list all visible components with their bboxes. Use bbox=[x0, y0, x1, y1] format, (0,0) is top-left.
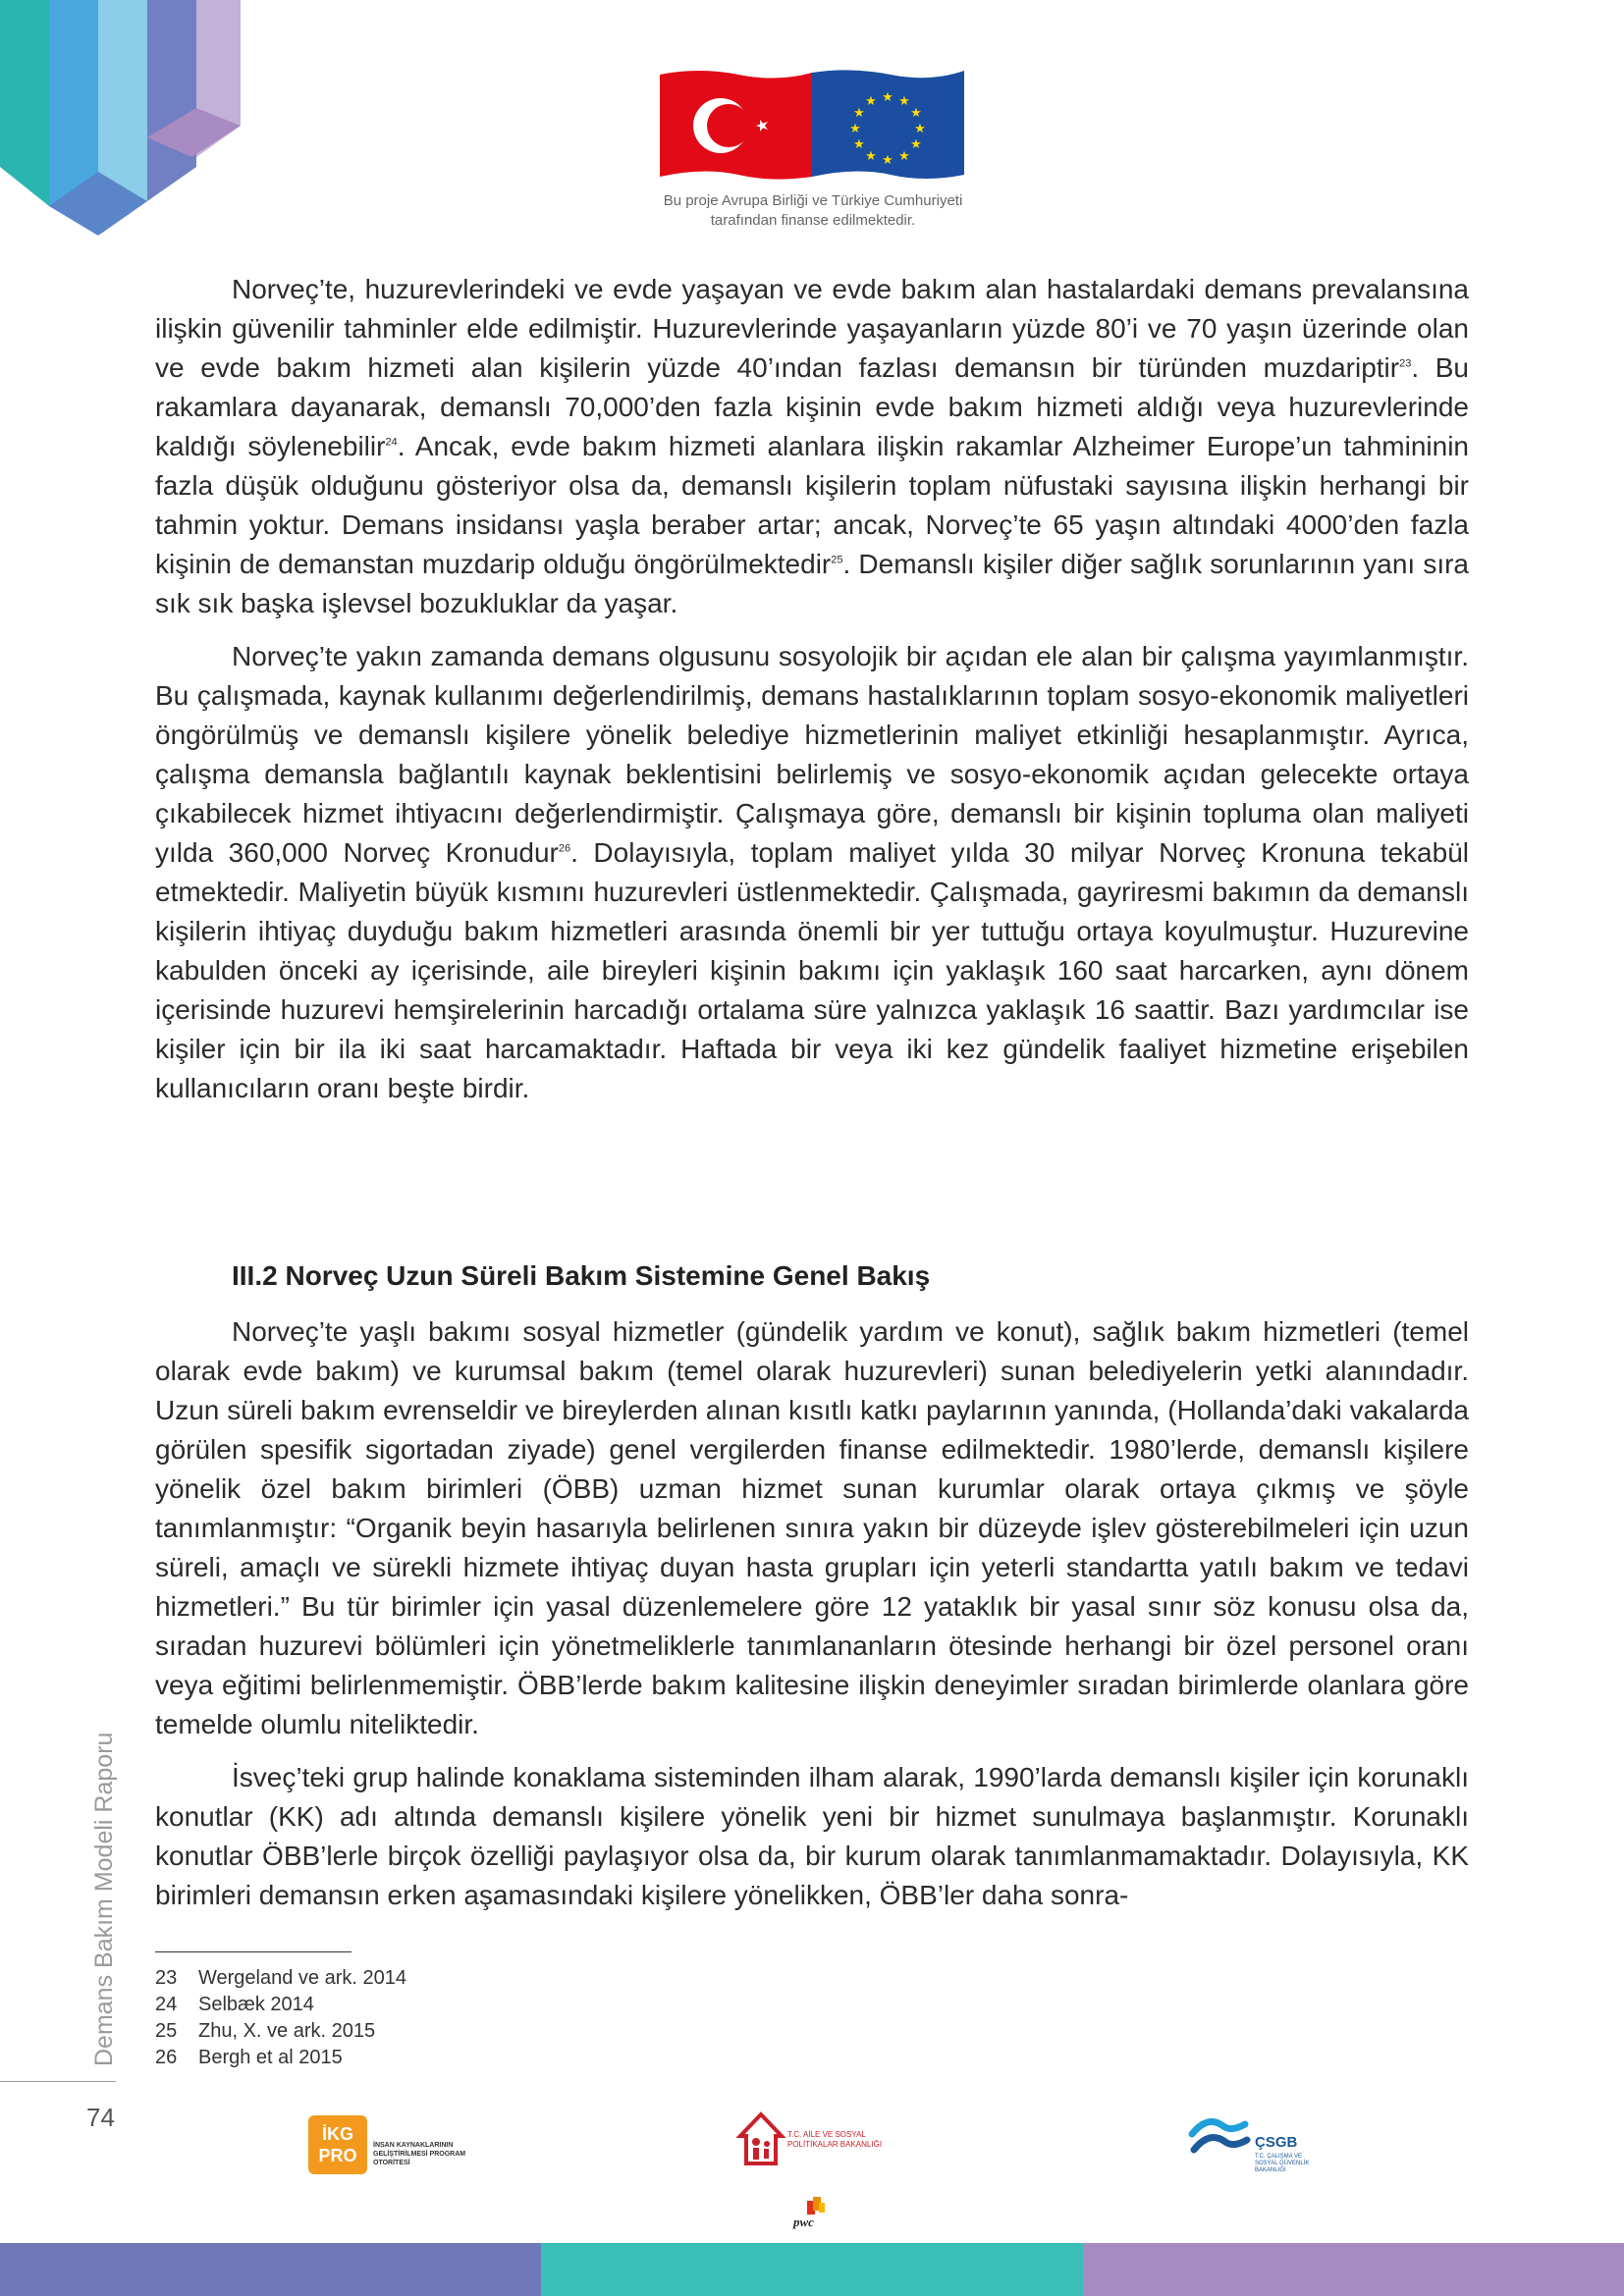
section-heading: III.2 Norveç Uzun Süreli Bakım Sistemine Genel Bakış bbox=[232, 1260, 931, 1291]
svg-text:★: ★ bbox=[853, 137, 865, 152]
funding-caption-line1: Bu proje Avrupa Birliği ve Türkiye Cumhuriyeti bbox=[663, 192, 963, 209]
csgb-ministry-logo-subtext: T.C. ÇALIŞMA VE SOSYAL GÜVENLİK BAKANLIĞI bbox=[1255, 2154, 1310, 2173]
csgb-ministry-logo bbox=[1188, 2112, 1335, 2181]
footnote-item: 23 Wergeland ve ark. 2014 bbox=[155, 1967, 406, 1989]
paragraph: Norveç’te yaşlı bakımı sosyal hizmetler (gündelik yardım ve konut), sağlık bakım hizmetleri (temel olarak evde bakım) ve kurumsal bakım (temel olarak huzurevleri) sunan belediyelerin yetki alanındadır. Uzun süreli bakım evrenseldir ve bireylerden alınan kısıtlı katkı paylarının yanında, (Hollanda’daki vakalarda görülen spesifik sigortadan ziyade) genel vergilerden finanse edilmektedir. 1980’lerde, demanslı kişilere yönelik özel bakım birimleri (ÖBB) uzman hizmet sunan kurumlar olarak ortaya çıkmış ve şöyle tanımlanmıştır: “Organik beyin hasarıyla belirlenen sınıra yakın bir düzeyde işlev gösterebilmeleri için uzun süreli, amaçlı ve sürekli hizmete ihtiyaç duyan hasta grupları için yeterli standartta yatılı bakım ve tedavi hizmetleri.” Bu tür birimler için yasal düzenlemelere göre 12 yataklık bir yasal sınır söz konusu olsa da, sıradan huzurevi bölümleri için yönetmeliklerle tanımlananların ötesinde herhangi bir özel personel oranı veya eğitimi belirlenmemiştir. ÖBB’lerde bakım kalitesine ilişkin deneyimler sıradan birimlerde olanlara göre temelde olumlu niteliktedir. bbox=[155, 1316, 1469, 1739]
ikg-pro-logo-text: İNSAN KAYNAKLARININ GELİŞTİRİLMESİ PROGRAM OTORİTESİ bbox=[373, 2142, 466, 2166]
pwc-logo bbox=[787, 2195, 837, 2234]
svg-text:★: ★ bbox=[898, 149, 910, 164]
csgb-ministry-logo-text: ÇSGB bbox=[1255, 2134, 1298, 2151]
pwc-logo-text: pwc bbox=[793, 2215, 814, 2229]
svg-text:★: ★ bbox=[865, 149, 877, 164]
svg-text:★: ★ bbox=[865, 94, 877, 109]
paragraph: İsveç’teki grup halinde konaklama sisteminden ilham alarak, 1990’larda demanslı kişiler için korunaklı konutlar (KK) adı altında demanslı kişilere yönelik yeni bir hizmet sunulmaya başlanmıştır. Korunaklı konutlar ÖBB’lerle birçok özelliği paylaşıyor olsa da, bir kurum olarak tanımlanmamaktadır. Dolayısıyla, KK birimleri demansın erken aşamasındaki kişilere yönelikken, ÖBB’ler daha sonra- bbox=[155, 1762, 1469, 1910]
ikg-pro-logo bbox=[308, 2115, 475, 2180]
paragraph: Norveç’te yakın zamanda demans olgusunu sosyolojik bir açıdan ele alan bir çalışma yayımlanmıştır. Bu çalışmada, kaynak kullanımı değerlendirilmiş, demans hastalıklarının toplam sosyo-ekonomik maliyetleri öngörülmüş ve demanslı kişilere yönelik belediye hizmetlerinin maliyet etkinliği hesaplanmıştır. Ayrıca, çalışma demansla bağlantılı kaynak beklentisini belirlemiş ve sosyo-ekonomik açıdan gelecekte ortaya çıkabilecek hizmet ihtiyacını değerlendirmiştir. Çalışmaya göre, demanslı bir kişinin topluma olan maliyeti yılda 360,000 Norveç Kronudur$^{26}$. Dolayısıyla, toplam maliyet yılda 30 milyar Norveç Kronuna tekabül etmektedir. Maliyetin büyük kısmını huzurevleri üstlenmektedir. Çalışmada, gayriresmi bakımın da demanslı kişilerin ihtiyaç duyduğu bakım hizmetleri arasında önemli bir yer tuttuğu ortaya koyulmuştur. Huzurevine kabulden önceki ay içerisinde, aile bireyleri kişinin bakımı için yaklaşık 160 saat harcarken, aynı dönem içerisinde huzurevi hemşirelerinin harcadığı ortalama süre yalnızca yaklaşık 16 saattir. Bazı yardımcılar ise kişiler için bir ila iki saat harcamaktadır. Haftada bir veya iki kez gündelik faaliyet hizmetine erişebilen kullanıcıların oranı beşte birdir. bbox=[155, 641, 1469, 1103]
svg-text:★: ★ bbox=[910, 137, 922, 152]
svg-text:★: ★ bbox=[898, 94, 910, 109]
funding-caption bbox=[589, 191, 1037, 231]
paragraph: Norveç’te, huzurevlerindeki ve evde yaşayan ve evde bakım alan hastalardaki demans prevalansına ilişkin güvenilir tahminler elde edilmiştir. Huzurevlerinde yaşayanların yüzde 80’i ve 70 yaşın üzerinde olan ve evde bakım hizmeti alan kişilerin yüzde 40’ından fazlası demansın bir türünden muzdariptir$^{23}$. Bu rakamlara dayanarak, demanslı 70,000’den fazla kişinin evde bakım hizmeti aldığı veya huzurevlerinde kaldığı söylenebilir$^{24}$. Ancak, evde bakım hizmeti alanlara ilişkin rakamlar Alzheimer Europe’un tahmininin fazla düşük olduğunu gösteriyor olsa da, demanslı kişilerin toplam nüfustaki sayısına ilişkin herhangi bir tahmin yoktur. Demans insidansı yaşla beraber artar; ancak, Norveç’te 65 yaşın altındaki 4000’den fazla kişinin de demanstan muzdarip olduğu öngörülmektedir$^{25}$. Demanslı kişiler diğer sağlık sorunlarının yanı sıra sık sık başka işlevsel bozukluklar da yaşar. bbox=[155, 274, 1470, 618]
svg-text:★: ★ bbox=[882, 153, 893, 168]
asp-ministry-logo bbox=[736, 2109, 893, 2177]
funding-caption-line2: tarafından finanse edilmektedir. bbox=[710, 212, 916, 229]
svg-text:★: ★ bbox=[914, 122, 926, 136]
csgb-emblem-icon bbox=[1188, 2112, 1251, 2162]
svg-text:★: ★ bbox=[910, 106, 922, 121]
house-family-icon bbox=[736, 2109, 785, 2167]
footer-color-bar bbox=[0, 2243, 1624, 2296]
svg-text:★: ★ bbox=[882, 90, 893, 105]
footnotes bbox=[155, 1965, 406, 2071]
footer-bar-middle bbox=[541, 2243, 1082, 2296]
side-divider bbox=[0, 2081, 116, 2082]
footnote-item: 24 Selbæk 2014 bbox=[155, 1994, 314, 2015]
footnote-ref[interactable]: 26 bbox=[558, 842, 571, 855]
footnote-separator bbox=[155, 1951, 352, 1952]
turkey-eu-flags bbox=[660, 67, 964, 185]
footnote-item: 25 Zhu, X. ve ark. 2015 bbox=[155, 2020, 376, 2042]
ikg-pro-logo-box: İKG PRO bbox=[308, 2115, 367, 2174]
footnote-ref[interactable]: 23 bbox=[1399, 357, 1412, 370]
body-text-block-1 bbox=[155, 270, 1469, 1122]
footer-bar-left bbox=[0, 2243, 541, 2296]
report-side-title: Demans Bakım Modeli Raporu bbox=[90, 1732, 118, 2066]
corner-decoration bbox=[0, 0, 245, 236]
footer-bar-right bbox=[1083, 2243, 1624, 2296]
footnote-item: 26 Bergh et al 2015 bbox=[155, 2047, 343, 2068]
body-text-block-2 bbox=[155, 1312, 1469, 1929]
footnote-ref[interactable]: 25 bbox=[831, 554, 843, 566]
asp-ministry-logo-text: T.C. AİLE VE SOSYAL POLİTİKALAR BAKANLIĞI bbox=[787, 2130, 883, 2149]
page-number: 74 bbox=[86, 2103, 115, 2132]
svg-text:★: ★ bbox=[853, 106, 865, 121]
svg-text:★: ★ bbox=[849, 122, 861, 136]
footnote-ref[interactable]: 24 bbox=[385, 436, 398, 449]
pwc-blocks-icon bbox=[787, 2195, 837, 2216]
